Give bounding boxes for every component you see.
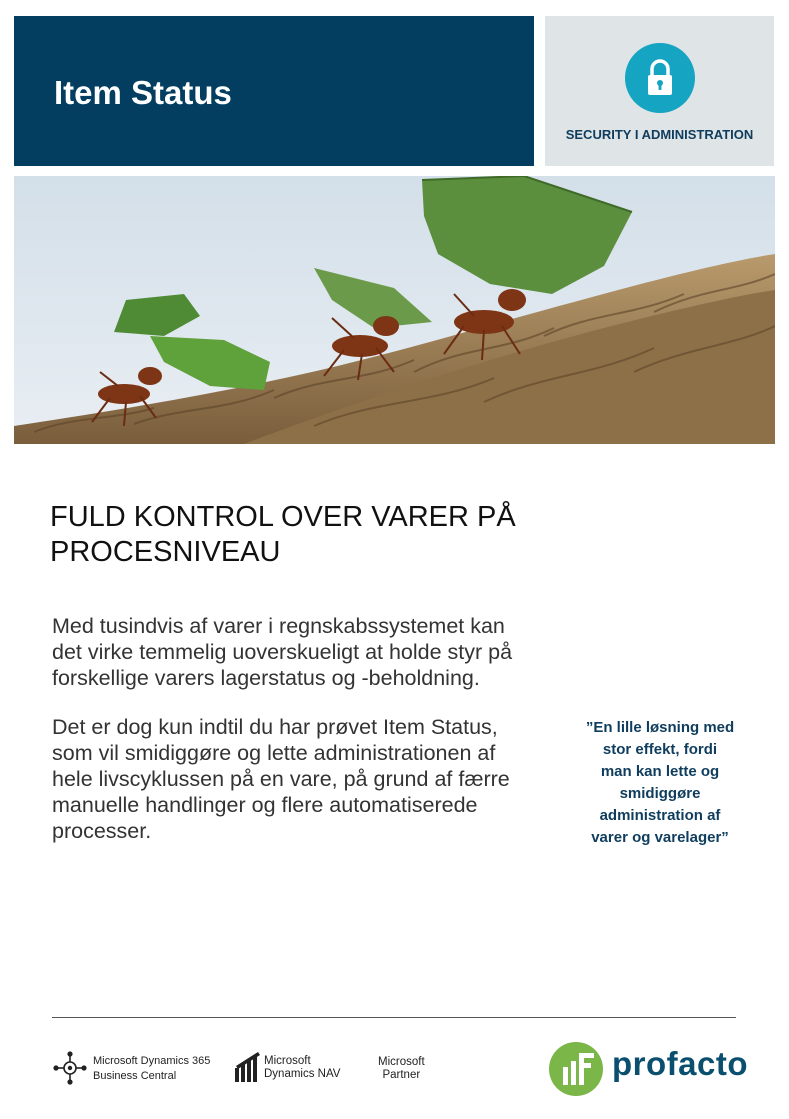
- text-line: Det er dog kun indtil du har prøvet Item Status,: [52, 715, 498, 739]
- main-heading: [50, 500, 610, 570]
- category-label: SECURITY I ADMINISTRATION: [565, 127, 754, 142]
- bc-logo-line2: Business Central: [93, 1070, 177, 1082]
- pull-quote: [570, 717, 750, 849]
- footer-divider: [52, 1017, 736, 1018]
- page-title: Item Status: [54, 74, 232, 111]
- bc-logo-line1: Microsoft Dynamics 365: [93, 1055, 211, 1067]
- heading-line: PROCESNIVEAU: [50, 536, 281, 568]
- text-line: processer.: [52, 819, 152, 843]
- quote-line: ”En lille løsning med: [585, 719, 735, 736]
- text-line: manuelle handlinger og flere automatiserede: [52, 793, 478, 817]
- quote-line: man kan lette og: [600, 763, 720, 780]
- intro-paragraph: [52, 613, 532, 691]
- brand-name: profacto: [612, 1045, 748, 1082]
- profacto-mark-icon: [548, 1041, 604, 1097]
- hero-image: [14, 176, 775, 444]
- business-central-logo: [52, 1050, 211, 1090]
- nav-logo-line1: Microsoft: [264, 1055, 311, 1067]
- dynamics-nav-icon: [234, 1052, 262, 1082]
- text-line: som vil smidiggøre og lette administrationen af: [52, 741, 496, 765]
- text-line: det virke temmelig uoverskueligt at holde styr på: [52, 640, 513, 664]
- quote-line: stor effekt, fordi: [602, 741, 718, 758]
- lock-icon: [625, 43, 695, 113]
- dynamics-nav-logo: [234, 1052, 341, 1087]
- partner-logo-line1: Microsoft: [378, 1056, 425, 1068]
- nav-logo-line2: Dynamics NAV: [264, 1068, 341, 1080]
- quote-line: varer og varelager”: [591, 829, 729, 846]
- quote-line: smidiggøre: [619, 785, 701, 802]
- text-line: hele livscyklussen på en vare, på grund af færre: [52, 767, 510, 791]
- text-line: forskellige varers lagerstatus og -beholdning.: [52, 666, 480, 690]
- category-panel: [545, 16, 774, 166]
- quote-line: administration af: [599, 807, 721, 824]
- description-paragraph: [52, 714, 532, 844]
- title-banner: [14, 16, 534, 166]
- business-central-icon: [52, 1050, 88, 1086]
- microsoft-partner-logo: [378, 1056, 425, 1082]
- profacto-logo: [548, 1041, 748, 1102]
- heading-line: FULD KONTROL OVER VARER PÅ: [50, 501, 516, 533]
- text-line: Med tusindvis af varer i regnskabssystemet kan: [52, 614, 505, 638]
- partner-logo-line2: Partner: [382, 1069, 421, 1081]
